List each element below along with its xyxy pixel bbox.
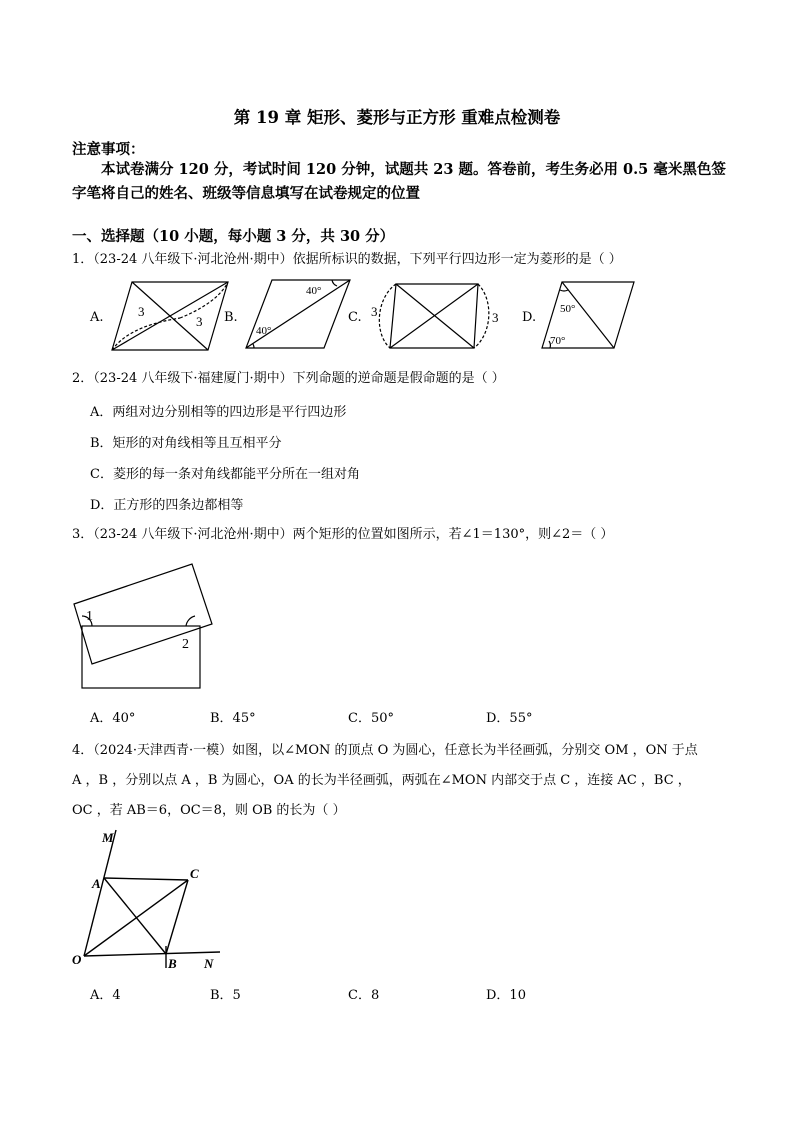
q3-stem: 3．（23-24 八年级下·河北沧州·期中）两个矩形的位置如图所示，若∠1＝130°，则∠2＝（ ） xyxy=(72,527,614,542)
q1-label-c: C. xyxy=(348,310,362,325)
q3-option-b: B．45° xyxy=(210,711,256,726)
q4-point-a: A xyxy=(92,876,101,891)
q1-stem: 1．（23-24 八年级下·河北沧州·期中）依据所标识的数据，下列平行四边形一定为菱形的是（ ） xyxy=(72,252,622,267)
page-title: 第 19 章 矩形、菱形与正方形 重难点检测卷 xyxy=(233,108,561,127)
q3-option-a: A．40° xyxy=(90,711,136,726)
q1-c-mark-1: 3 xyxy=(371,304,378,319)
q4-point-o: O xyxy=(72,952,82,967)
q1-label-b: B. xyxy=(224,310,238,325)
q1-b-mark-1: 40° xyxy=(306,285,322,297)
q3-angle-2: 2 xyxy=(182,637,189,652)
q3-option-c: C．50° xyxy=(348,711,394,726)
q1-b-mark-2: 40° xyxy=(256,325,272,337)
q2-option-d: D．正方形的四条边都相等 xyxy=(90,498,244,513)
q4-line-3: OC ，若 AB＝6，OC＝8，则 OB 的长为（ ） xyxy=(72,803,346,818)
q4-figure xyxy=(70,828,230,976)
q1-c-mark-2: 3 xyxy=(492,310,499,325)
q3-angle-1: 1 xyxy=(86,609,93,624)
q1-label-a: A. xyxy=(90,310,104,325)
q4-stem xyxy=(72,736,722,826)
q1-a-mark-1: 3 xyxy=(138,304,145,319)
notes-heading: 注意事项： xyxy=(72,141,145,158)
q4-option-a: A．4 xyxy=(90,988,121,1003)
section-heading: 一、选择题（10 小题，每小题 3 分，共 30 分） xyxy=(72,228,395,245)
q4-option-d: D．10 xyxy=(486,988,526,1003)
q1-d-mark-2: 70° xyxy=(550,335,566,347)
q2-option-b: B．矩形的对角线相等且互相平分 xyxy=(90,436,282,451)
q4-point-c: C xyxy=(190,866,199,881)
q1-a-mark-2: 3 xyxy=(196,314,203,329)
q1-figure-a xyxy=(110,280,230,355)
q2-stem: 2．（23-24 八年级下·福建厦门·期中）下列命题的逆命题是假命题的是（ ） xyxy=(72,371,505,386)
q4-option-b: B．5 xyxy=(210,988,241,1003)
q4-point-m: M xyxy=(102,830,114,845)
q4-line-2: A ，B ，分别以点 A ，B 为圆心，OA 的长为半径画弧，两弧在∠MON 内部交于点 C ，连接 AC ，BC ， xyxy=(72,773,691,788)
q1-d-mark-1: 50° xyxy=(560,303,576,315)
q3-figure xyxy=(70,560,220,695)
q4-line-1: 4．（2024·天津西青·一模）如图，以∠MON 的顶点 O 为圆心，任意长为半径画弧，分别交 OM ，ON 于点 xyxy=(72,743,698,758)
q1-figure-d xyxy=(540,278,640,353)
q3-option-d: D．55° xyxy=(486,711,533,726)
q1-figure-c xyxy=(368,278,504,353)
notes-body: 本试卷满分 120 分，考试时间 120 分钟，试题共 23 题。答卷前，考生务必用 0.5 毫米黑色签字笔将自己的姓名、班级等信息填写在试卷规定的位置 xyxy=(72,161,726,202)
q1-label-d: D. xyxy=(522,310,537,325)
q2-option-c: C．菱形的每一条对角线都能平分所在一组对角 xyxy=(90,467,360,482)
q4-point-b: B xyxy=(168,956,177,971)
q1-figure-b xyxy=(244,278,354,353)
q4-point-n: N xyxy=(204,956,214,971)
q2-option-a: A．两组对边分别相等的四边形是平行四边形 xyxy=(90,405,347,420)
q4-option-c: C．8 xyxy=(348,988,380,1003)
